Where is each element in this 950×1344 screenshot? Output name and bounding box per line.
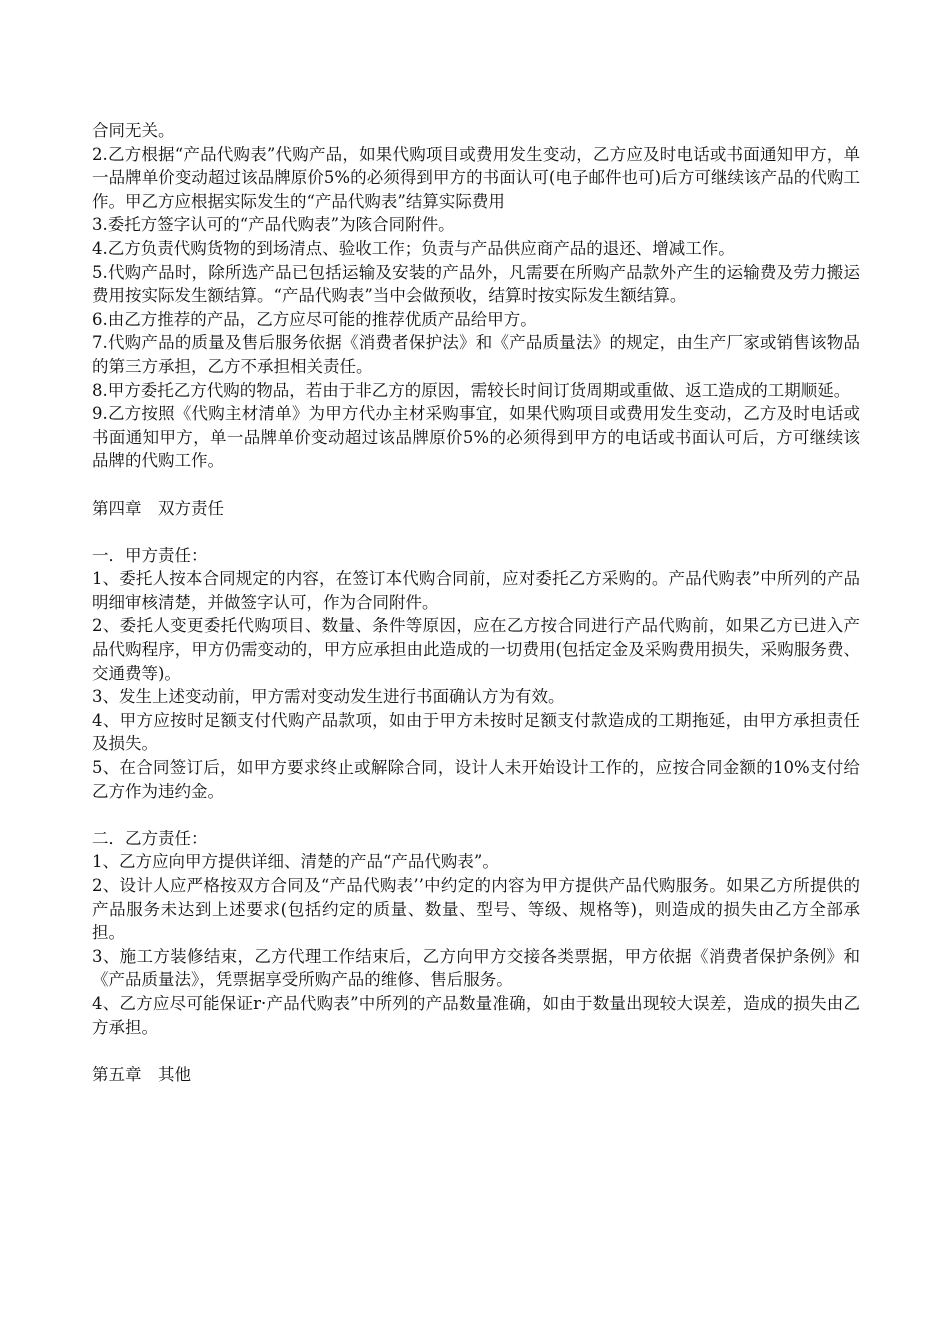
clause-3: 3.委托方签字认可的“产品代购表”为陔合同附件。: [92, 215, 455, 235]
chapter-4-heading: 第四章 双方责任: [92, 498, 224, 518]
party-a-item-1: 1、委托人按本合同规定的内容，在签订本代购合同前，应对委托乙方采购的。产品代购表”中所列的产品明细审核清楚，并做签字认可，作为合同附件。: [92, 569, 860, 612]
clause-6: 6.由乙方推荐的产品，乙方应尽可能的推荐优质产品给甲方。: [92, 309, 537, 329]
blank-line: [92, 520, 860, 544]
chapter-5-heading: 第五章 其他: [92, 1064, 191, 1084]
clause-8: 8.甲方委托乙方代购的物品，若由于非乙方的原因，需较长时间订货周期或重做、返工造成的工期顺延。: [92, 380, 851, 400]
party-b-item-1: 1、乙方应向甲方提供详细、清楚的产品“产品代购表”。: [92, 852, 499, 872]
clause-9: 9.乙方按照《代购主材清单》为甲方代办主材采购事宜，如果代购项目或费用发生变动，乙方及时电话或书面通知甲方，单一品牌单价变动超过该品牌原价5%的必须得到甲方的电话或书面认可后，方可继续该品牌的代购工作。: [92, 404, 860, 471]
party-a-item-4: 4、甲方应按时足额支付代购产品款项，如由于甲方未按时足额支付款造成的工期拖延，由甲方承担责任及损失。: [92, 710, 860, 754]
party-a-item-5: 5、在合同签订后，如甲方要求终止或解除合同，设计人未开始设计工作的，应按合同金额的10%支付给乙方作为违约金。: [92, 758, 860, 801]
blank-line: [92, 1039, 860, 1063]
party-b-heading: 二．乙方责任：: [92, 828, 208, 848]
clause-2: 2.乙方根据“产品代购表”代购产品，如果代购项目或费用发生变动，乙方应及时电话或书面通知甲方，单一品牌单价变动超过该品牌原价5%的必须得到甲方的书面认可(电子邮件也可)后方可继续该产品的代购工作。甲乙方应根据实际发生的“产品代购表”结算实际费用: [92, 144, 860, 211]
clause-5: 5.代购产品时，除所选产品已包括运输及安装的产品外，凡需要在所购产品款外产生的运输费及劳力搬运费用按实际发生额结算。“产品代购表”当中会做预收，结算时按实际发生额结算。: [92, 262, 860, 306]
party-b-item-4: 4、乙方应尽可能保证r·产品代购表”中所列的产品数量准确，如由于数量出现较大误差，造成的损失由乙方承担。: [92, 993, 860, 1037]
clause-4: 4.乙方负责代购货物的到场清点、验收工作；负责与产品供应商产品的退还、增减工作。: [92, 238, 735, 258]
party-a-heading: 一．甲方责任：: [92, 545, 208, 565]
clause-continuation: 合同无关。: [92, 121, 175, 140]
party-a-item-2: 2、委托人变更委托代购项目、数量、条件等原因，应在乙方按合同进行产品代购前，如果乙方已进入产品代购程序，甲方仍需变动的，甲方应承担由此造成的一切费用(包括定金及采购费用损失，采购服务费、交通费等)。: [92, 616, 860, 683]
party-b-responsibilities: [92, 827, 860, 1039]
blank-line: [92, 803, 860, 827]
party-a-item-3: 3、发生上述变动前，甲方需对变动发生进行书面确认方为有效。: [92, 687, 565, 707]
party-b-item-2: 2、设计人应严格按双方合同及“产品代购表’’中约定的内容为甲方提供产品代购服务。如果乙方所提供的产品服务未达到上述要求(包括约定的质量、数量、型号、等级、规格等)，则造成的损失由乙方全部承担。: [92, 876, 860, 943]
clause-7: 7.代购产品的质量及售后服务依据《消费者保护法》和《产品质量法》的规定，由生产厂家或销售该物品的第三方承担，乙方不承担相关责任。: [92, 333, 860, 376]
section-3-clauses: [92, 119, 860, 473]
blank-line: [92, 473, 860, 497]
party-b-item-3: 3、施工方装修结束，乙方代理工作结束后，乙方向甲方交接各类票据，甲方依据《消费者保护条例》和《产品质量法》，凭票据享受所购产品的维修、售后服务。: [92, 946, 860, 990]
party-a-responsibilities: [92, 544, 860, 804]
